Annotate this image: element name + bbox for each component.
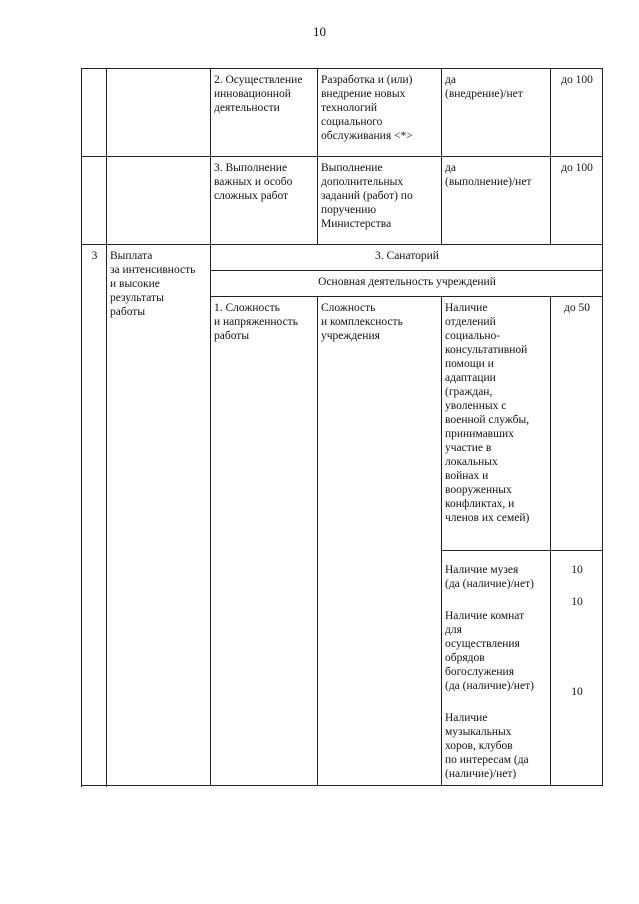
criterion-cell: Сложность и комплексность учреждения xyxy=(318,297,442,786)
payment-type-cell: Выплата за интенсивность и высокие результаты работы xyxy=(107,245,211,786)
list-item-amount: 10 xyxy=(571,596,583,608)
amount-cell: до 50 xyxy=(551,297,603,551)
table-row xyxy=(82,69,603,157)
indicator-cell: 1. Сложность и напряженность работы xyxy=(211,297,318,786)
table-row xyxy=(82,157,603,245)
measure-cell: да (выполнение)/нет xyxy=(442,157,551,245)
row-number-cell xyxy=(82,157,107,245)
list-item-amount: 10 xyxy=(571,686,583,698)
indicator-cell: 2. Осуществление инновационной деятельности xyxy=(211,69,318,157)
measure-list-cell xyxy=(442,551,551,786)
page-number: 10 xyxy=(313,24,326,39)
amount-cell: до 100 xyxy=(551,69,603,157)
criteria-table xyxy=(81,68,603,786)
indicator-cell: 3. Выполнение важных и особо сложных работ xyxy=(211,157,318,245)
measure-cell: да (внедрение)/нет xyxy=(442,69,551,157)
amount-cell: до 100 xyxy=(551,157,603,245)
amount-list-cell xyxy=(551,551,603,786)
list-item: Наличие музея (да (наличие)/нет) xyxy=(445,564,534,590)
criterion-cell: Выполнение дополнительных заданий (работ) по поручению Министерства xyxy=(318,157,442,245)
criterion-cell: Разработка и (или) внедрение новых технологий социального обслуживания <*> xyxy=(318,69,442,157)
table-row xyxy=(82,245,603,271)
payment-cell xyxy=(107,69,211,157)
activity-header: Основная деятельность учреждений xyxy=(211,271,603,297)
list-item: Наличие музыкальных хоров, клубов по интересам (да (наличие)/нет) xyxy=(445,712,529,780)
list-item-amount: 10 xyxy=(571,564,583,576)
row-number-cell xyxy=(82,69,107,157)
institution-header: 3. Санаторий xyxy=(211,245,603,271)
list-item: Наличие комнат для осуществления обрядов богослужения (да (наличие)/нет) xyxy=(445,610,534,692)
row-number-cell: 3 xyxy=(82,245,107,786)
payment-cell xyxy=(107,157,211,245)
measure-cell: Наличие отделений социально- консультативной помощи и адаптации (граждан, уволенных с военной службы, принимавших участие в локальных войнах и вооруженных конфликтах, и членов их семей) xyxy=(442,297,551,551)
